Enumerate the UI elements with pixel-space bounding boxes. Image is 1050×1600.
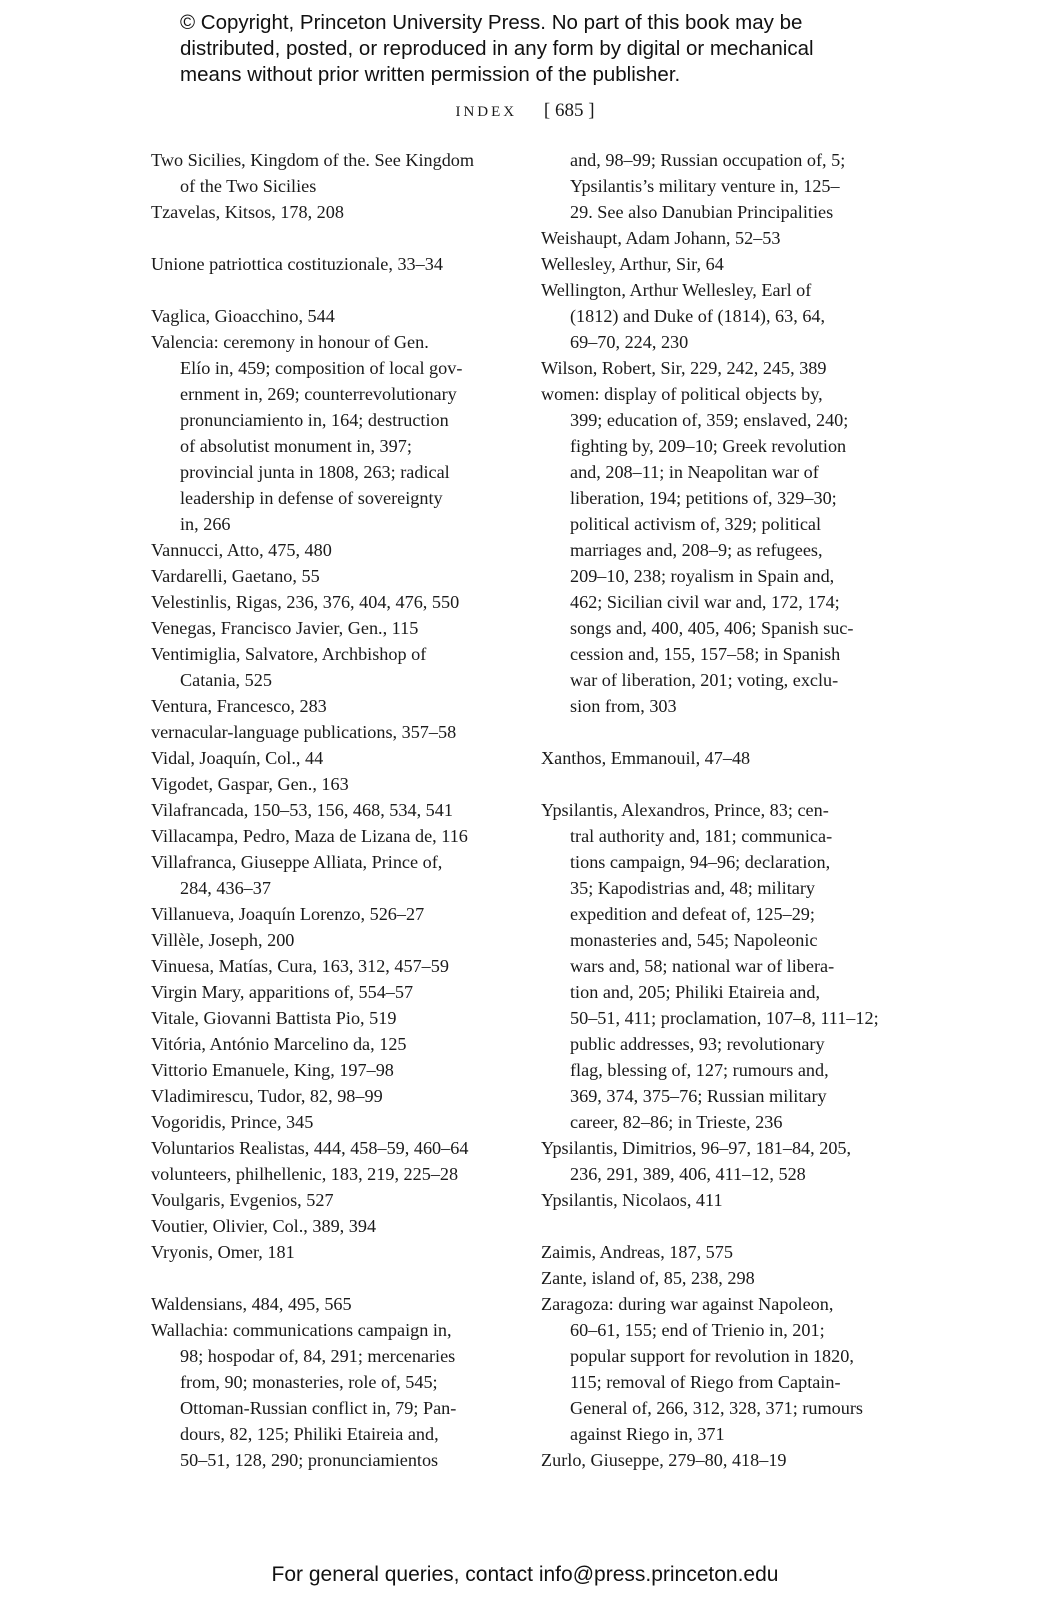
index-entry-line: sion from, 303 — [570, 696, 677, 716]
index-entry — [151, 979, 511, 1005]
index-entry-line: 284, 436–37 — [180, 878, 271, 898]
entry-gap — [541, 719, 901, 745]
index-entry — [151, 953, 511, 979]
index-entry-line: 399; education of, 359; enslaved, 240; — [570, 410, 849, 430]
index-entry-line: Voutier, Olivier, Col., 389, 394 — [151, 1216, 377, 1236]
index-entry-line: Vitória, António Marcelino da, 125 — [151, 1034, 407, 1054]
index-entry-line: against Riego in, 371 — [570, 1424, 725, 1444]
index-entry-line: Weishaupt, Adam Johann, 52–53 — [541, 228, 781, 248]
index-entry-line: 29. See also Danubian Principalities — [570, 202, 834, 222]
index-entry-line: Vannucci, Atto, 475, 480 — [151, 540, 332, 560]
index-entry-line: of absolutist monument in, 397; — [180, 436, 412, 456]
index-entry-line: Vitale, Giovanni Battista Pio, 519 — [151, 1008, 397, 1028]
index-entry-line: Ventura, Francesco, 283 — [151, 696, 327, 716]
index-entry — [151, 1057, 511, 1083]
entry-gap — [151, 225, 511, 251]
index-entry-line: 60–61, 155; end of Trienio in, 201; — [570, 1320, 825, 1340]
index-entry-line: Xanthos, Emmanouil, 47–48 — [541, 748, 751, 768]
index-entry-line: popular support for revolution in 1820, — [570, 1346, 854, 1366]
entry-gap — [541, 1213, 901, 1239]
index-entry — [151, 329, 511, 537]
index-entry-line: from, 90; monasteries, role of, 545; — [180, 1372, 438, 1392]
index-entry — [151, 563, 511, 589]
running-head-label: INDEX — [455, 104, 518, 120]
copyright-line: means without prior written permission of the publisher. — [180, 63, 681, 86]
index-entry — [541, 1291, 901, 1447]
index-entry-line: fighting by, 209–10; Greek revolution — [570, 436, 847, 456]
entry-gap — [541, 771, 901, 797]
index-entry — [541, 1239, 901, 1265]
index-entry — [151, 849, 511, 901]
index-entry-line: Valencia: ceremony in honour of Gen. — [151, 332, 429, 352]
index-entry-line: cession and, 155, 157–58; in Spanish — [570, 644, 841, 664]
index-entry-line: wars and, 58; national war of libera- — [570, 956, 835, 976]
index-entry-line: Elío in, 459; composition of local gov- — [180, 358, 463, 378]
index-entry-line: Zaimis, Andreas, 187, 575 — [541, 1242, 733, 1262]
index-entry-line: Tzavelas, Kitsos, 178, 208 — [151, 202, 344, 222]
index-entry-line: and, 98–99; Russian occupation of, 5; — [570, 150, 846, 170]
index-entry — [151, 641, 511, 693]
index-entry-line: pronunciamiento in, 164; destruction — [180, 410, 449, 430]
index-entry-line: Villanueva, Joaquín Lorenzo, 526–27 — [151, 904, 425, 924]
index-entry — [151, 303, 511, 329]
index-entry — [151, 745, 511, 771]
index-entry — [151, 615, 511, 641]
index-entry-line: Wellesley, Arthur, Sir, 64 — [541, 254, 724, 274]
index-entry-line: Villacampa, Pedro, Maza de Lizana de, 116 — [151, 826, 468, 846]
index-entry-line: (1812) and Duke of (1814), 63, 64, — [570, 306, 826, 326]
index-entry — [541, 745, 901, 771]
index-entry-line: leadership in defense of sovereignty — [180, 488, 443, 508]
index-entry — [151, 1187, 511, 1213]
index-entry-line: Ypsilantis, Dimitrios, 96–97, 181–84, 205, — [541, 1138, 852, 1158]
index-entry — [541, 381, 901, 719]
index-entry — [151, 251, 511, 277]
index-entry-line: volunteers, philhellenic, 183, 219, 225–28 — [151, 1164, 459, 1184]
index-entry — [151, 1083, 511, 1109]
index-entry-line: Vaglica, Gioacchino, 544 — [151, 306, 335, 326]
index-entry-line: Villèle, Joseph, 200 — [151, 930, 295, 950]
copyright-line: distributed, posted, or reproduced in any form by digital or mechanical — [180, 37, 814, 60]
index-entry-line: General of, 266, 312, 328, 371; rumours — [570, 1398, 863, 1418]
index-entry-line: women: display of political objects by, — [541, 384, 823, 404]
index-entry-line: of the Two Sicilies — [180, 176, 317, 196]
index-entry-line: Zaragoza: during war against Napoleon, — [541, 1294, 834, 1314]
index-entry-line: vernacular-language publications, 357–58 — [151, 722, 457, 742]
index-entry — [151, 1239, 511, 1265]
index-entry — [541, 147, 901, 225]
index-entry — [151, 901, 511, 927]
index-entry-line: Vinuesa, Matías, Cura, 163, 312, 457–59 — [151, 956, 449, 976]
index-entry-line: tions campaign, 94–96; declaration, — [570, 852, 831, 872]
index-entry-line: Wallachia: communications campaign in, — [151, 1320, 452, 1340]
index-entry-line: Ventimiglia, Salvatore, Archbishop of — [151, 644, 427, 664]
index-entry-line: Catania, 525 — [180, 670, 272, 690]
copyright-notice — [180, 10, 900, 88]
index-entry — [151, 1005, 511, 1031]
index-entry — [151, 1161, 511, 1187]
index-entry — [151, 771, 511, 797]
index-entry — [541, 1265, 901, 1291]
index-entry-line: tral authority and, 181; communica- — [570, 826, 833, 846]
index-entry-line: monasteries and, 545; Napoleonic — [570, 930, 818, 950]
page-number: [ 685 ] — [543, 100, 595, 121]
index-entry-line: Vogoridis, Prince, 345 — [151, 1112, 314, 1132]
index-entry-line: flag, blessing of, 127; rumours and, — [570, 1060, 829, 1080]
index-entry-line: and, 208–11; in Neapolitan war of — [570, 462, 819, 482]
index-entry-line: Virgin Mary, apparitions of, 554–57 — [151, 982, 414, 1002]
index-entry-line: Wellington, Arthur Wellesley, Earl of — [541, 280, 812, 300]
index-entry-line: Voluntarios Realistas, 444, 458–59, 460–64 — [151, 1138, 469, 1158]
index-entry-line: public addresses, 93; revolutionary — [570, 1034, 825, 1054]
index-entry-line: Ypsilantis’s military venture in, 125– — [570, 176, 840, 196]
index-column-left — [151, 147, 511, 1473]
index-entry — [151, 1291, 511, 1317]
index-entry — [151, 927, 511, 953]
index-entry-line: Zurlo, Giuseppe, 279–80, 418–19 — [541, 1450, 787, 1470]
index-entry — [151, 693, 511, 719]
index-entry-line: 50–51, 411; proclamation, 107–8, 111–12; — [570, 1008, 879, 1028]
running-head — [0, 98, 1050, 125]
index-entry-line: war of liberation, 201; voting, exclu- — [570, 670, 839, 690]
index-entry-line: Ypsilantis, Alexandros, Prince, 83; cen- — [541, 800, 829, 820]
index-entry-line: Ypsilantis, Nicolaos, 411 — [541, 1190, 723, 1210]
index-entry-line: Zante, island of, 85, 238, 298 — [541, 1268, 755, 1288]
index-entry — [541, 1135, 901, 1187]
index-entry — [541, 225, 901, 251]
index-entry — [541, 797, 901, 1135]
index-entry-line: 369, 374, 375–76; Russian military — [570, 1086, 827, 1106]
index-entry-line: expedition and defeat of, 125–29; — [570, 904, 815, 924]
index-entry-line: Villafranca, Giuseppe Alliata, Prince of, — [151, 852, 443, 872]
index-entry-line: Vilafrancada, 150–53, 156, 468, 534, 541 — [151, 800, 453, 820]
copyright-line: © Copyright, Princeton University Press. No part of this book may be — [180, 11, 803, 34]
index-entry-line: 209–10, 238; royalism in Spain and, — [570, 566, 835, 586]
index-entry — [151, 1317, 511, 1473]
index-entry-line: Waldensians, 484, 495, 565 — [151, 1294, 352, 1314]
index-entry — [151, 1109, 511, 1135]
index-entry — [151, 1031, 511, 1057]
index-entry — [151, 719, 511, 745]
index-entry-line: marriages and, 208–9; as refugees, — [570, 540, 823, 560]
index-entry — [151, 823, 511, 849]
index-entry — [541, 1187, 901, 1213]
index-entry-line: 236, 291, 389, 406, 411–12, 528 — [570, 1164, 806, 1184]
index-entry — [151, 1135, 511, 1161]
index-entry-line: career, 82–86; in Trieste, 236 — [570, 1112, 783, 1132]
index-entry — [151, 589, 511, 615]
index-entry-line: 69–70, 224, 230 — [570, 332, 689, 352]
index-entry-line: Vittorio Emanuele, King, 197–98 — [151, 1060, 394, 1080]
index-entry-line: provincial junta in 1808, 263; radical — [180, 462, 450, 482]
index-entry-line: tion and, 205; Philiki Etaireia and, — [570, 982, 821, 1002]
index-entry-line: Vladimirescu, Tudor, 82, 98–99 — [151, 1086, 383, 1106]
index-entry-line: Unione patriottica costituzionale, 33–34 — [151, 254, 443, 274]
footer-contact: For general queries, contact info@press.princeton.edu — [271, 1563, 779, 1586]
index-entry-line: Vryonis, Omer, 181 — [151, 1242, 295, 1262]
index-entry — [541, 355, 901, 381]
index-entry-line: 98; hospodar of, 84, 291; mercenaries — [180, 1346, 456, 1366]
entry-gap — [151, 1265, 511, 1291]
index-entry-line: Voulgaris, Evgenios, 527 — [151, 1190, 334, 1210]
index-entry-line: Velestinlis, Rigas, 236, 376, 404, 476, 550 — [151, 592, 460, 612]
index-entry-line: 35; Kapodistrias and, 48; military — [570, 878, 815, 898]
index-entry-line: Vidal, Joaquín, Col., 44 — [151, 748, 324, 768]
index-entry-line: Vardarelli, Gaetano, 55 — [151, 566, 320, 586]
index-entry — [151, 797, 511, 823]
index-entry — [151, 1213, 511, 1239]
index-entry-line: dours, 82, 125; Philiki Etaireia and, — [180, 1424, 439, 1444]
index-entry-line: Ottoman-Russian conflict in, 79; Pan- — [180, 1398, 457, 1418]
entry-gap — [151, 277, 511, 303]
index-entry-line: in, 266 — [180, 514, 231, 534]
index-entry — [541, 277, 901, 355]
index-entry — [151, 147, 511, 199]
index-entry-line: liberation, 194; petitions of, 329–30; — [570, 488, 837, 508]
index-entry-line: political activism of, 329; political — [570, 514, 822, 534]
index-entry-line: Vigodet, Gaspar, Gen., 163 — [151, 774, 349, 794]
index-entry-line: 50–51, 128, 290; pronunciamientos — [180, 1450, 439, 1470]
index-entry — [541, 251, 901, 277]
index-entry-line: ernment in, 269; counterrevolutionary — [180, 384, 457, 404]
index-entry-line: Wilson, Robert, Sir, 229, 242, 245, 389 — [541, 358, 827, 378]
index-entry — [151, 537, 511, 563]
index-entry-line: 115; removal of Riego from Captain- — [570, 1372, 841, 1392]
index-entry-line: 462; Sicilian civil war and, 172, 174; — [570, 592, 840, 612]
index-entry — [151, 199, 511, 225]
index-entry — [541, 1447, 901, 1473]
index-entry-line: Venegas, Francisco Javier, Gen., 115 — [151, 618, 419, 638]
index-entry-line: songs and, 400, 405, 406; Spanish suc- — [570, 618, 854, 638]
index-entry-line: Two Sicilies, Kingdom of the. See Kingdom — [151, 150, 475, 170]
index-column-right — [541, 147, 901, 1473]
